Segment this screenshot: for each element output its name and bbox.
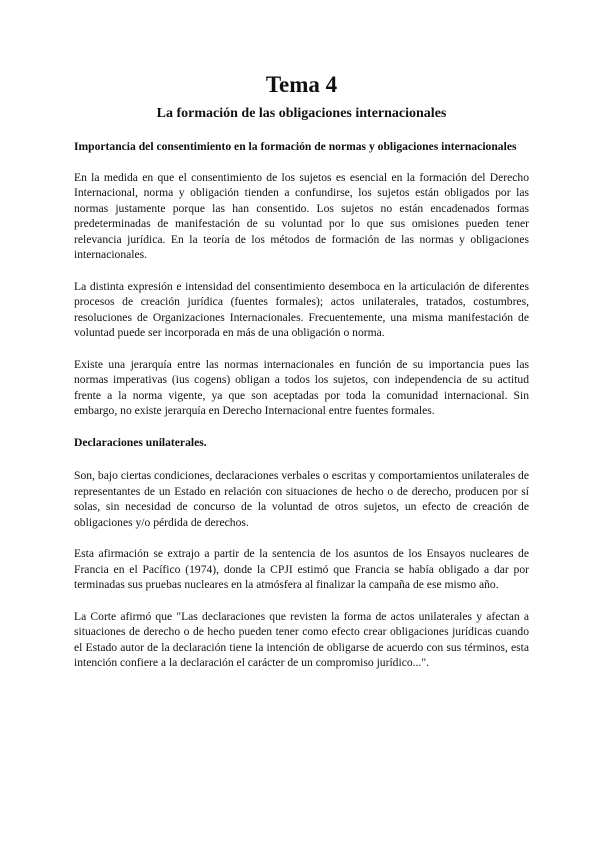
paragraph: En la medida en que el consentimiento de los sujetos es esencial en la formación del Derecho Internacional, norma y obligación tienden a confundirse, los sujetos están obligados por las normas justamente porque las han consentido. Los sujetos no están encadenados formas predeterminadas de manifestación de su voluntad por lo que sus omisiones pueden tener relevancia jurídica. En la teoría de los métodos de formación de las normas y obligaciones internacionales. [74,170,529,261]
document-page [74,70,529,671]
paragraph: La distinta expresión e intensidad del consentimiento desemboca en la articulación de diferentes procesos de creación jurídica (fuentes formales); actos unilaterales, tratados, costumbres, resoluciones de Organizaciones Internacionales. Frecuentemente, una misma manifestación de voluntad puede ser incorporada en más de una obligación o norma. [74,279,529,339]
section-heading-consentimiento: Importancia del consentimiento en la formación de normas y obligaciones internacionales [74,140,517,153]
paragraph: Existe una jerarquía entre las normas internacionales en función de su importancia pues las normas imperativas (ius cogens) obligan a todos los sujetos, con independencia de su actitud frente a la norma vigente, ya que son aceptadas por toda la comunidad internacional. Sin embargo, no existe jerarquía en Derecho Internacional entre fuentes formales. [74,357,529,417]
paragraph: Son, bajo ciertas condiciones, declaraciones verbales o escritas y comportamientos unilaterales de representantes de un Estado en relación con situaciones de hecho o de derecho, producen por sí solas, sin necesidad de concurso de la voluntad de otros sujetos, un efecto de creación de obligaciones y/o pérdida de derechos. [74,469,529,529]
paragraph: Esta afirmación se extrajo a partir de la sentencia de los asuntos de los Ensayos nucleares de Francia en el Pacífico (1974), donde la CPJI estimó que Francia se había obligado a dar por terminadas sus pruebas nucleares en la atmósfera al finalizar la campaña de ese mismo año. [74,547,529,591]
section-heading-declaraciones: Declaraciones unilaterales. [74,435,207,449]
document-subtitle: La formación de las obligaciones internacionales [156,106,447,121]
document-title: Tema 4 [265,72,338,97]
paragraph: La Corte afirmó que "Las declaraciones que revisten la forma de actos unilaterales y afectan a situaciones de derecho o de hecho pueden tener como efecto crear obligaciones jurídicas cuando el Estado autor de la declaración tiene la intención de obligarse de acuerdo con sus términos, esta intención confiere a la declaración el carácter de un compromiso jurídico...". [74,609,529,669]
